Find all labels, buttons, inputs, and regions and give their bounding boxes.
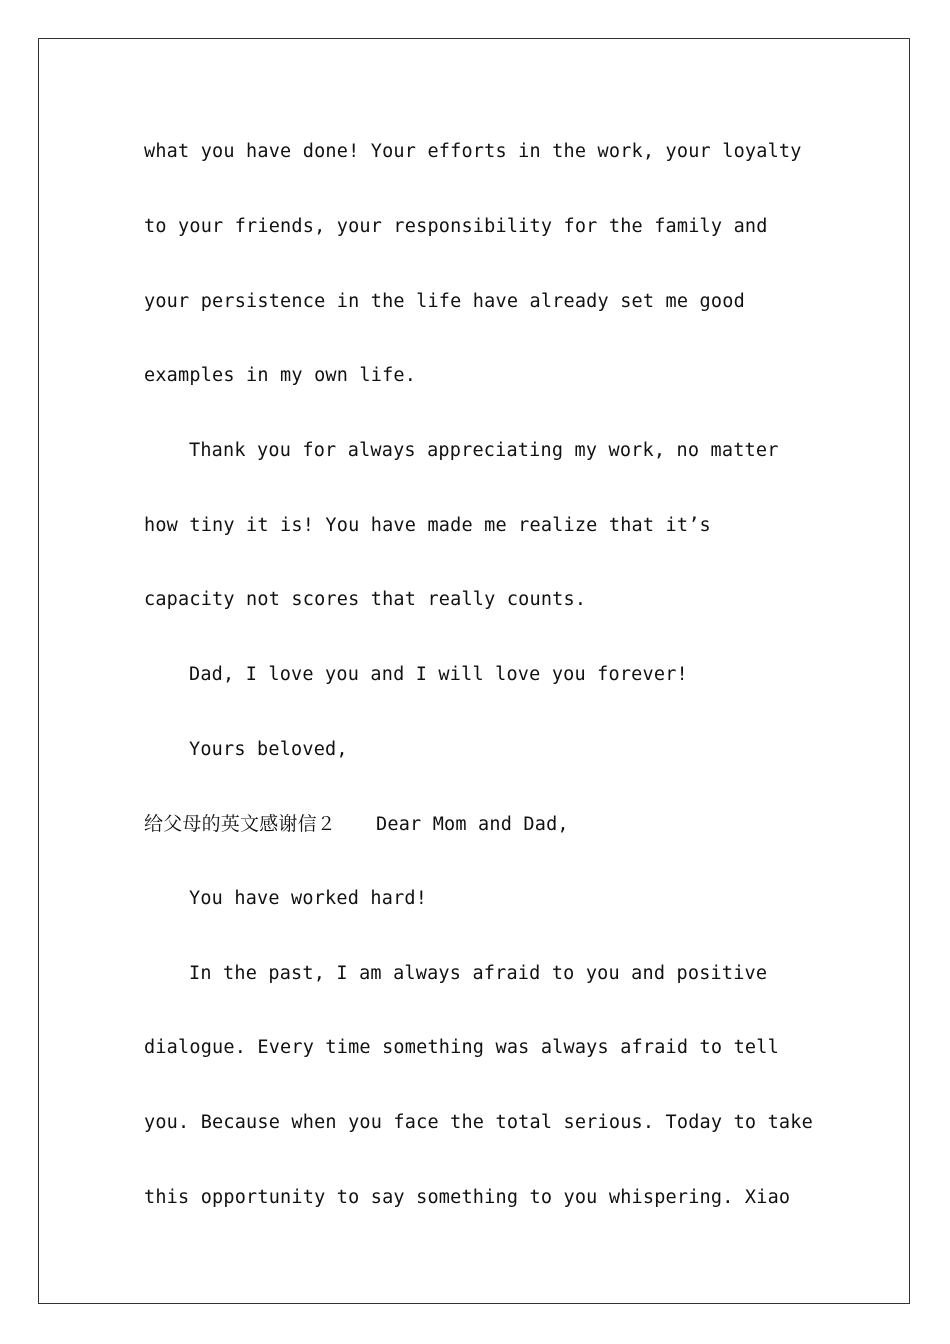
body-line-13: you. Because when you face the total serious. Today to take bbox=[144, 1112, 813, 1133]
letter-title: 给父母的英文感谢信２ bbox=[144, 813, 337, 835]
body-line-4: examples in my own life. bbox=[144, 365, 417, 386]
body-line-6: how tiny it is! You have made me realize that it’s bbox=[144, 515, 711, 536]
body-line-1: what you have done! Your efforts in the work, your loyalty bbox=[144, 141, 802, 162]
salutation: Dear Mom and Dad, bbox=[376, 814, 569, 835]
closing-love-line: Dad, I love you and I will love you forever! bbox=[189, 664, 688, 685]
letter-heading bbox=[144, 811, 569, 838]
body-line-12: dialogue. Every time something was always afraid to tell bbox=[144, 1037, 779, 1058]
body-line-2: to your friends, your responsibility for the family and bbox=[144, 216, 768, 237]
body-line-3: your persistence in the life have already set me good bbox=[144, 291, 745, 312]
body-line-7: capacity not scores that really counts. bbox=[144, 589, 587, 610]
body-line-10: You have worked hard! bbox=[189, 888, 428, 909]
body-line-11: In the past, I am always afraid to you and positive bbox=[189, 963, 768, 984]
body-line-14: this opportunity to say something to you whispering. Xiao bbox=[144, 1187, 791, 1208]
signoff-line: Yours beloved, bbox=[189, 739, 348, 760]
body-line-5: Thank you for always appreciating my work, no matter bbox=[189, 440, 779, 461]
